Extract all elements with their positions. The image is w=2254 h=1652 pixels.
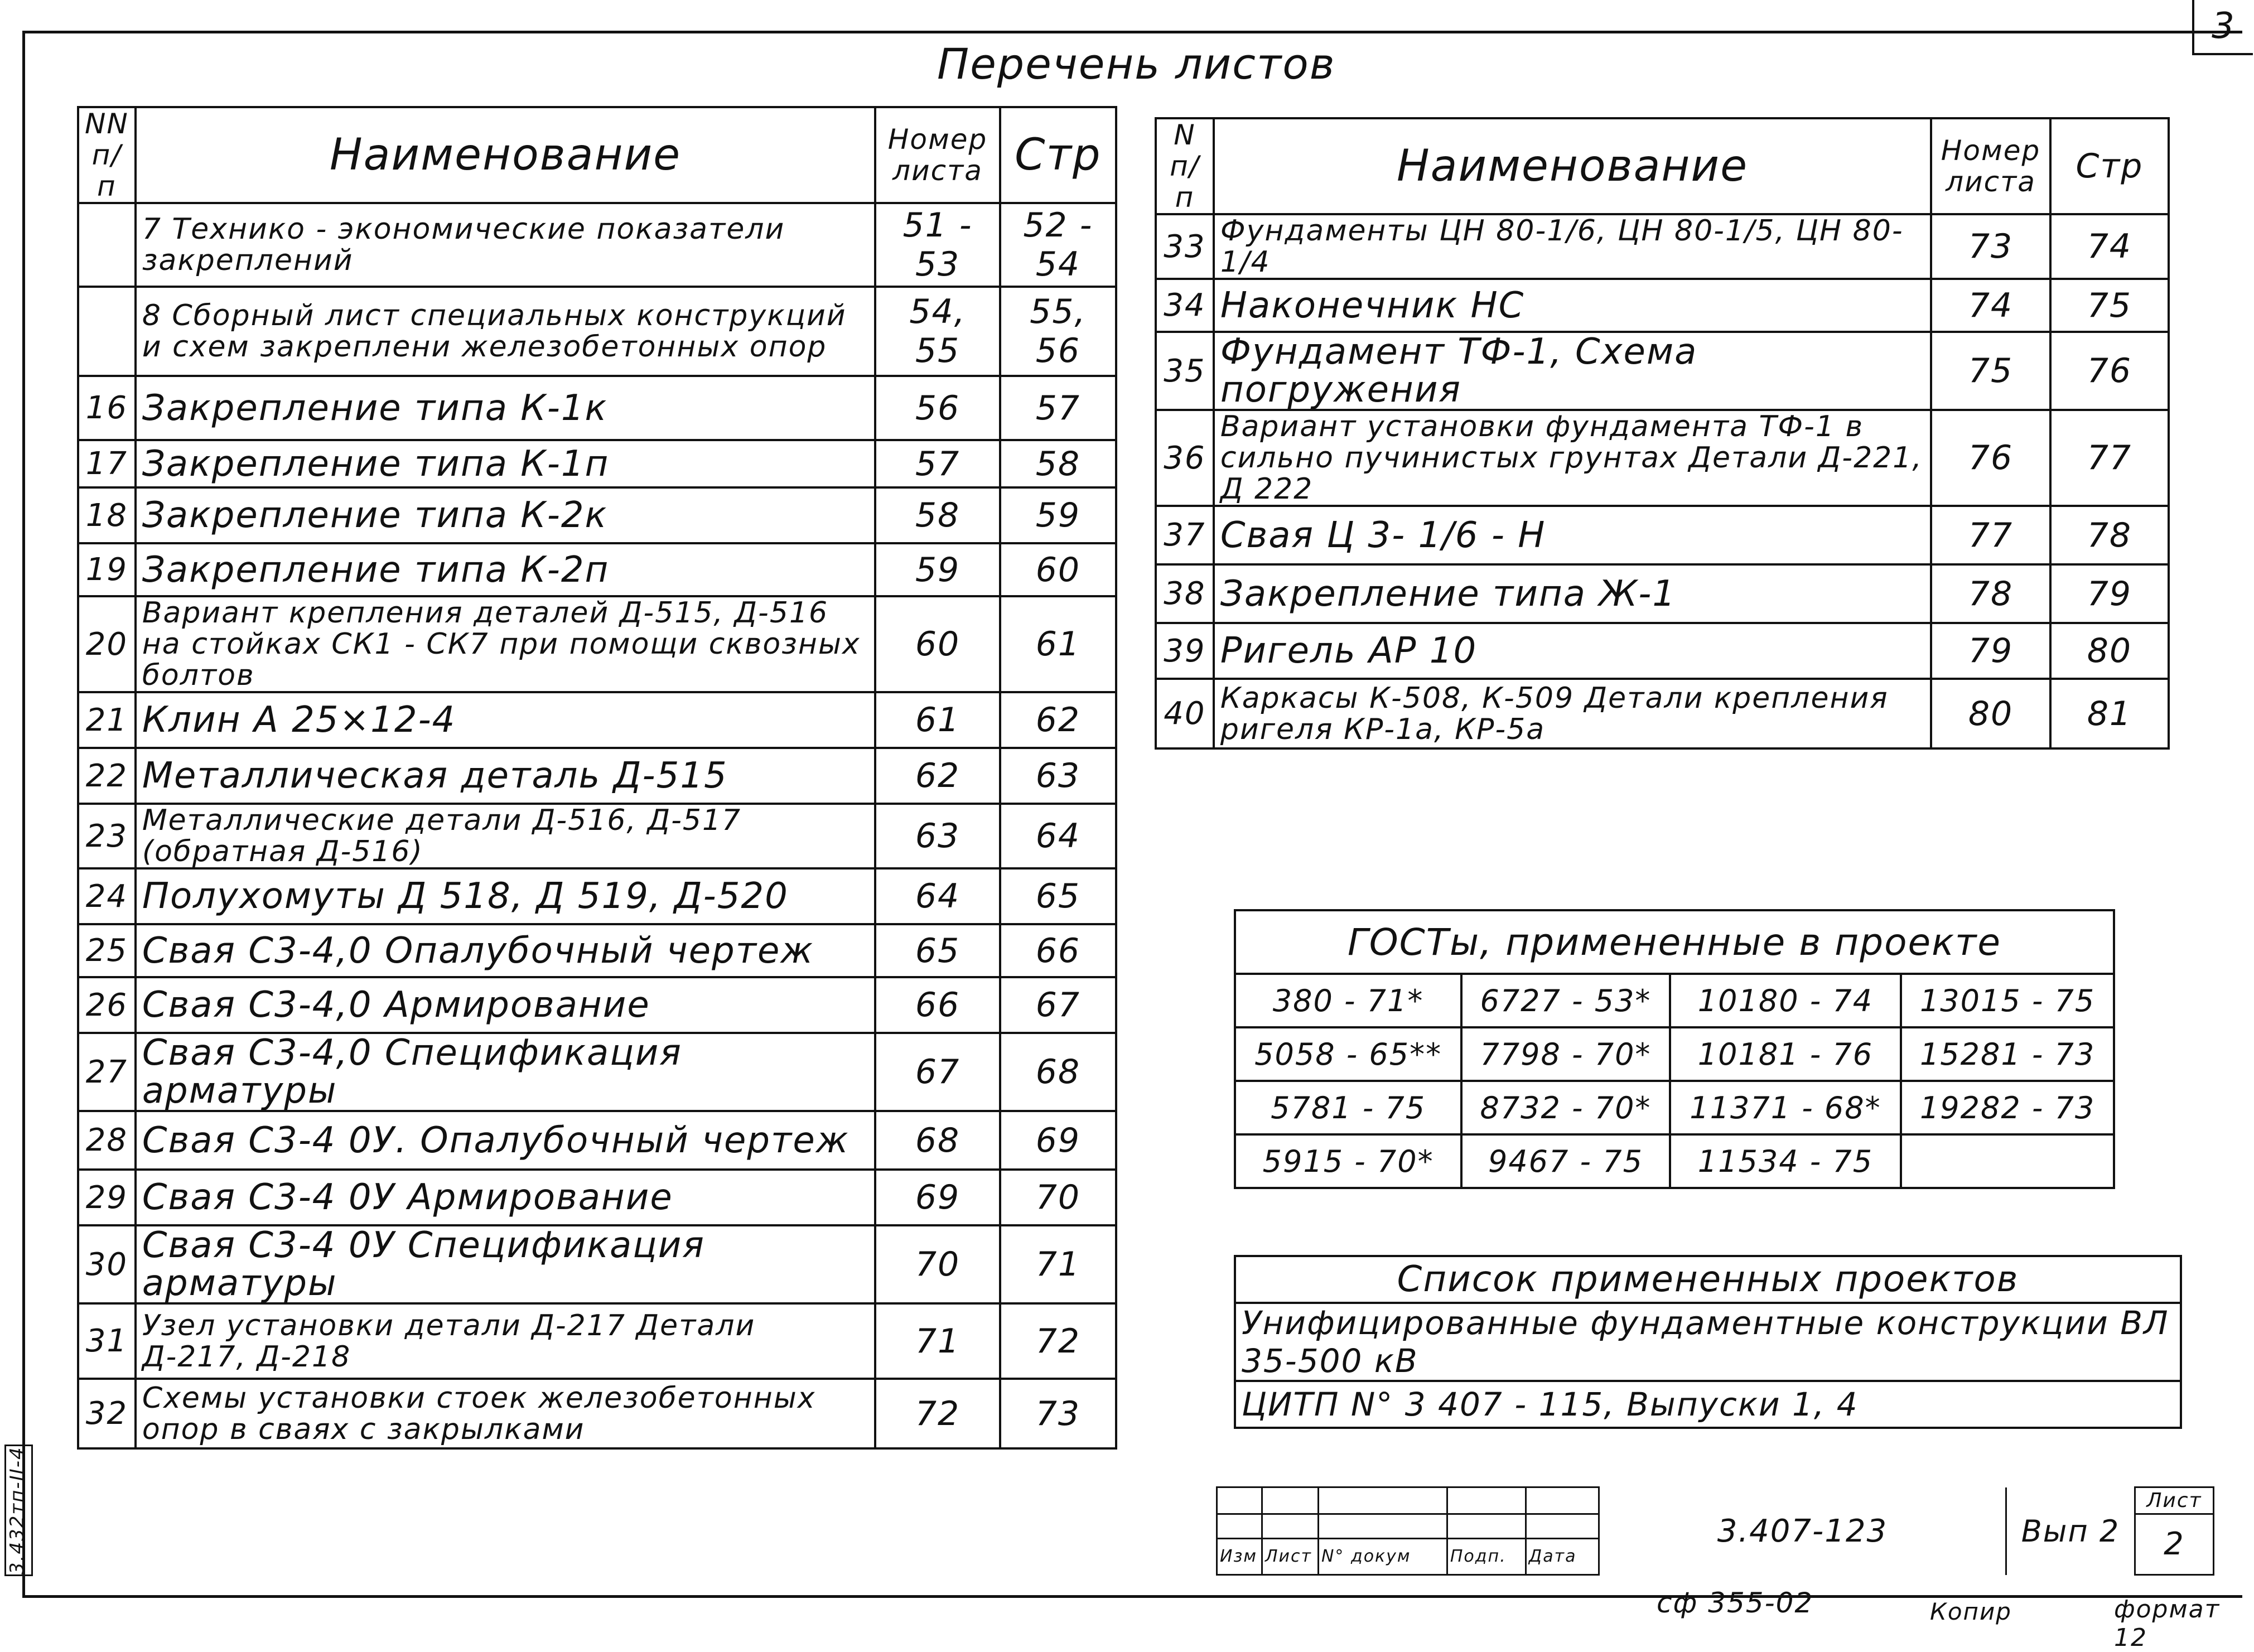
table-row: [78, 804, 1116, 868]
row-number: 34: [1156, 279, 1214, 332]
table-header-row: [1156, 118, 2169, 214]
table-row: [1156, 564, 2169, 623]
table-row: [78, 1303, 1116, 1379]
row-name: Вариант крепления деталей Д-515, Д-516 на стойках СК1 - СК7 при помощи сквозных болтов: [136, 596, 875, 692]
row-name: Закрепление типа К-1п: [136, 440, 875, 487]
row-number: 38: [1156, 564, 1214, 623]
gost-title: ГОСТы, примененные в проекте: [1235, 910, 2114, 974]
row-number: 16: [78, 376, 136, 440]
row-page: 67: [1000, 977, 1116, 1033]
table-row: [78, 543, 1116, 596]
row-name: Схемы установки стоек железобетонных опор в сваях с закрылками: [136, 1379, 875, 1448]
row-name: Клин А 25×12-4: [136, 692, 875, 748]
row-number: 22: [78, 748, 136, 804]
header-name: Наименование: [136, 107, 875, 203]
row-number: 17: [78, 440, 136, 487]
order-number: сф 355-02: [1657, 1587, 1814, 1619]
table-row: [78, 868, 1116, 924]
row-page: 72: [1000, 1303, 1116, 1379]
projects-line-2: ЦИТП N° 3 407 - 115, Выпуски 1, 4: [1235, 1381, 2181, 1428]
row-page: 80: [2050, 623, 2169, 679]
row-sheet: 59: [875, 543, 1000, 596]
gost-cell: 6727 - 53*: [1461, 974, 1669, 1027]
row-number: 32: [78, 1379, 136, 1448]
row-number: 28: [78, 1111, 136, 1170]
row-name: Закрепление типа К-2к: [136, 487, 875, 543]
gost-cell: 11534 - 75: [1670, 1134, 1901, 1188]
row-sheet: 69: [875, 1170, 1000, 1225]
table-row: [1156, 332, 2169, 410]
row-number: 35: [1156, 332, 1214, 410]
row-name: 7 Технико - экономические показатели закреплений: [136, 203, 875, 287]
table-row: [1156, 679, 2169, 748]
title-block: [1216, 1486, 2214, 1576]
gost-row: [1235, 1081, 2114, 1134]
row-name: Свая Ц 3- 1/6 - Н: [1214, 506, 1931, 564]
table-row: [1156, 410, 2169, 506]
row-number: 19: [78, 543, 136, 596]
projects-line-1: Унифицированные фундаментные конструкции ВЛ 35-500 кВ: [1235, 1303, 2181, 1381]
copy-label: Копир: [1930, 1598, 2012, 1625]
row-name: Фундаменты ЦН 80-1/6, ЦН 80-1/5, ЦН 80-1/4: [1214, 214, 1931, 279]
row-sheet: 80: [1931, 679, 2050, 748]
issue-label: Вып 2: [2021, 1513, 2120, 1549]
row-sheet: 63: [875, 804, 1000, 868]
table-row: [1156, 214, 2169, 279]
projects-title: Список примененных проектов: [1235, 1256, 2181, 1303]
row-page: 74: [2050, 214, 2169, 279]
document-code: 3.407-123: [1599, 1487, 2006, 1575]
row-name: Свая С3-4 0У Спецификация арматуры: [136, 1225, 875, 1303]
table-row: [1156, 279, 2169, 332]
row-page: 70: [1000, 1170, 1116, 1225]
row-page: 66: [1000, 924, 1116, 977]
gost-table: [1234, 909, 2115, 1189]
row-number: [78, 287, 136, 376]
row-name: Закрепление типа К-2п: [136, 543, 875, 596]
table-row: [78, 376, 1116, 440]
header-num: N п/п: [1156, 118, 1214, 214]
gost-cell: 19282 - 73: [1901, 1081, 2114, 1134]
row-name: Свая С3-4,0 Армирование: [136, 977, 875, 1033]
stamp-col-izm: Изм: [1217, 1538, 1262, 1574]
row-number: 29: [78, 1170, 136, 1225]
row-sheet: 58: [875, 487, 1000, 543]
row-page: 77: [2050, 410, 2169, 506]
header-page: Стр: [1000, 107, 1116, 203]
row-number: 24: [78, 868, 136, 924]
table-row: [78, 692, 1116, 748]
row-page: 59: [1000, 487, 1116, 543]
row-page: 63: [1000, 748, 1116, 804]
row-name: Свая С3-4,0 Опалубочный чертеж: [136, 924, 875, 977]
table-row: [78, 596, 1116, 692]
gost-cell: 8732 - 70*: [1461, 1081, 1669, 1134]
row-page: 81: [2050, 679, 2169, 748]
row-page: 79: [2050, 564, 2169, 623]
table-row: [1156, 623, 2169, 679]
row-number: 33: [1156, 214, 1214, 279]
row-sheet: 51 - 53: [875, 203, 1000, 287]
row-sheet: 65: [875, 924, 1000, 977]
header-sheet: Номер листа: [1931, 118, 2050, 214]
page-title: Перечень листов: [937, 39, 1336, 89]
row-sheet: 68: [875, 1111, 1000, 1170]
row-sheet: 64: [875, 868, 1000, 924]
row-number: 20: [78, 596, 136, 692]
header-num: NN п/п: [78, 107, 136, 203]
row-page: 71: [1000, 1225, 1116, 1303]
gost-row: [1235, 1027, 2114, 1081]
table-row: [78, 748, 1116, 804]
table-row: [78, 1033, 1116, 1111]
row-page: 58: [1000, 440, 1116, 487]
header-sheet: Номер листа: [875, 107, 1000, 203]
margin-note: 3.432тп-II-4: [4, 1445, 33, 1576]
row-page: 73: [1000, 1379, 1116, 1448]
table-row: [78, 1111, 1116, 1170]
stamp-col-sign: Подп.: [1447, 1538, 1526, 1574]
row-sheet: 57: [875, 440, 1000, 487]
format-label: формат 12: [2114, 1595, 2221, 1652]
row-sheet: 73: [1931, 214, 2050, 279]
table-row: [78, 1170, 1116, 1225]
sheet-number: 2: [2135, 1514, 2213, 1574]
row-sheet: 67: [875, 1033, 1000, 1111]
row-sheet: 70: [875, 1225, 1000, 1303]
gost-cell: 5915 - 70*: [1235, 1134, 1461, 1188]
row-sheet: 54, 55: [875, 287, 1000, 376]
gost-cell: 7798 - 70*: [1461, 1027, 1669, 1081]
header-page: Стр: [2050, 118, 2169, 214]
row-number: 18: [78, 487, 136, 543]
row-page: 76: [2050, 332, 2169, 410]
right-sheet-table: [1155, 117, 2170, 750]
gost-cell: 10180 - 74: [1670, 974, 1901, 1027]
row-page: 78: [2050, 506, 2169, 564]
table-row: [78, 287, 1116, 376]
gost-cell: 13015 - 75: [1901, 974, 2114, 1027]
row-sheet: 60: [875, 596, 1000, 692]
row-sheet: 66: [875, 977, 1000, 1033]
table-row: [78, 203, 1116, 287]
gost-row: [1235, 974, 2114, 1027]
page-number: 3: [2192, 0, 2253, 55]
projects-table: [1234, 1255, 2182, 1429]
row-page: 64: [1000, 804, 1116, 868]
table-row: [78, 1379, 1116, 1448]
table-header-row: [78, 107, 1116, 203]
row-sheet: 79: [1931, 623, 2050, 679]
row-name: Полухомуты Д 518, Д 519, Д-520: [136, 868, 875, 924]
row-number: [78, 203, 136, 287]
row-number: 36: [1156, 410, 1214, 506]
row-name: Закрепление типа Ж-1: [1214, 564, 1931, 623]
row-sheet: 74: [1931, 279, 2050, 332]
gost-cell: 380 - 71*: [1235, 974, 1461, 1027]
row-page: 60: [1000, 543, 1116, 596]
row-page: 75: [2050, 279, 2169, 332]
table-row: [78, 487, 1116, 543]
row-name: Свая С3-4 0У. Опалубочный чертеж: [136, 1111, 875, 1170]
gost-cell: 10181 - 76: [1670, 1027, 1901, 1081]
left-sheet-table: [77, 106, 1117, 1450]
row-name: Наконечник НС: [1214, 279, 1931, 332]
row-sheet: 71: [875, 1303, 1000, 1379]
row-sheet: 76: [1931, 410, 2050, 506]
row-sheet: 56: [875, 376, 1000, 440]
row-page: 52 - 54: [1000, 203, 1116, 287]
row-page: 68: [1000, 1033, 1116, 1111]
table-row: [78, 977, 1116, 1033]
row-name: 8 Сборный лист специальных конструкций и схем закреплени железобетонных опор: [136, 287, 875, 376]
row-page: 57: [1000, 376, 1116, 440]
row-number: 23: [78, 804, 136, 868]
row-page: 65: [1000, 868, 1116, 924]
row-number: 26: [78, 977, 136, 1033]
table-row: [78, 924, 1116, 977]
row-sheet: 62: [875, 748, 1000, 804]
row-sheet: 72: [875, 1379, 1000, 1448]
row-name: Металлическая деталь Д-515: [136, 748, 875, 804]
row-name: Фундамент ТФ-1, Схема погружения: [1214, 332, 1931, 410]
row-number: 27: [78, 1033, 136, 1111]
sheet-label: Лист: [2135, 1487, 2213, 1514]
gost-cell: 15281 - 73: [1901, 1027, 2114, 1081]
row-number: 39: [1156, 623, 1214, 679]
row-sheet: 78: [1931, 564, 2050, 623]
row-number: 40: [1156, 679, 1214, 748]
row-name: Ригель АР 10: [1214, 623, 1931, 679]
row-sheet: 61: [875, 692, 1000, 748]
row-name: Узел установки детали Д-217 Детали Д-217, Д-218: [136, 1303, 875, 1379]
stamp-col-doc: N° докум: [1318, 1538, 1447, 1574]
row-name: Вариант установки фундамента ТФ-1 в сильно пучинистых грунтах Детали Д-221, Д 222: [1214, 410, 1931, 506]
gost-cell: 5058 - 65**: [1235, 1027, 1461, 1081]
row-page: 55, 56: [1000, 287, 1116, 376]
row-number: 37: [1156, 506, 1214, 564]
row-sheet: 75: [1931, 332, 2050, 410]
gost-cell: [1901, 1134, 2114, 1188]
stamp-col-list: Лист: [1262, 1538, 1318, 1574]
gost-cell: 11371 - 68*: [1670, 1081, 1901, 1134]
gost-row: [1235, 1134, 2114, 1188]
row-page: 69: [1000, 1111, 1116, 1170]
gost-cell: 5781 - 75: [1235, 1081, 1461, 1134]
table-row: [78, 440, 1116, 487]
row-name: Свая С3-4 0У Армирование: [136, 1170, 875, 1225]
row-name: Свая С3-4,0 Спецификация арматуры: [136, 1033, 875, 1111]
row-page: 61: [1000, 596, 1116, 692]
table-row: [1156, 506, 2169, 564]
row-number: 30: [78, 1225, 136, 1303]
table-row: [78, 1225, 1116, 1303]
row-sheet: 77: [1931, 506, 2050, 564]
row-number: 31: [78, 1303, 136, 1379]
row-name: Металлические детали Д-516, Д-517 (обратная Д-516): [136, 804, 875, 868]
header-name: Наименование: [1214, 118, 1931, 214]
row-name: Закрепление типа К-1к: [136, 376, 875, 440]
row-number: 25: [78, 924, 136, 977]
stamp-col-date: Дата: [1526, 1538, 1599, 1574]
row-number: 21: [78, 692, 136, 748]
gost-cell: 9467 - 75: [1461, 1134, 1669, 1188]
row-name: Каркасы К-508, К-509 Детали крепления ригеля КР-1а, КР-5а: [1214, 679, 1931, 748]
row-page: 62: [1000, 692, 1116, 748]
